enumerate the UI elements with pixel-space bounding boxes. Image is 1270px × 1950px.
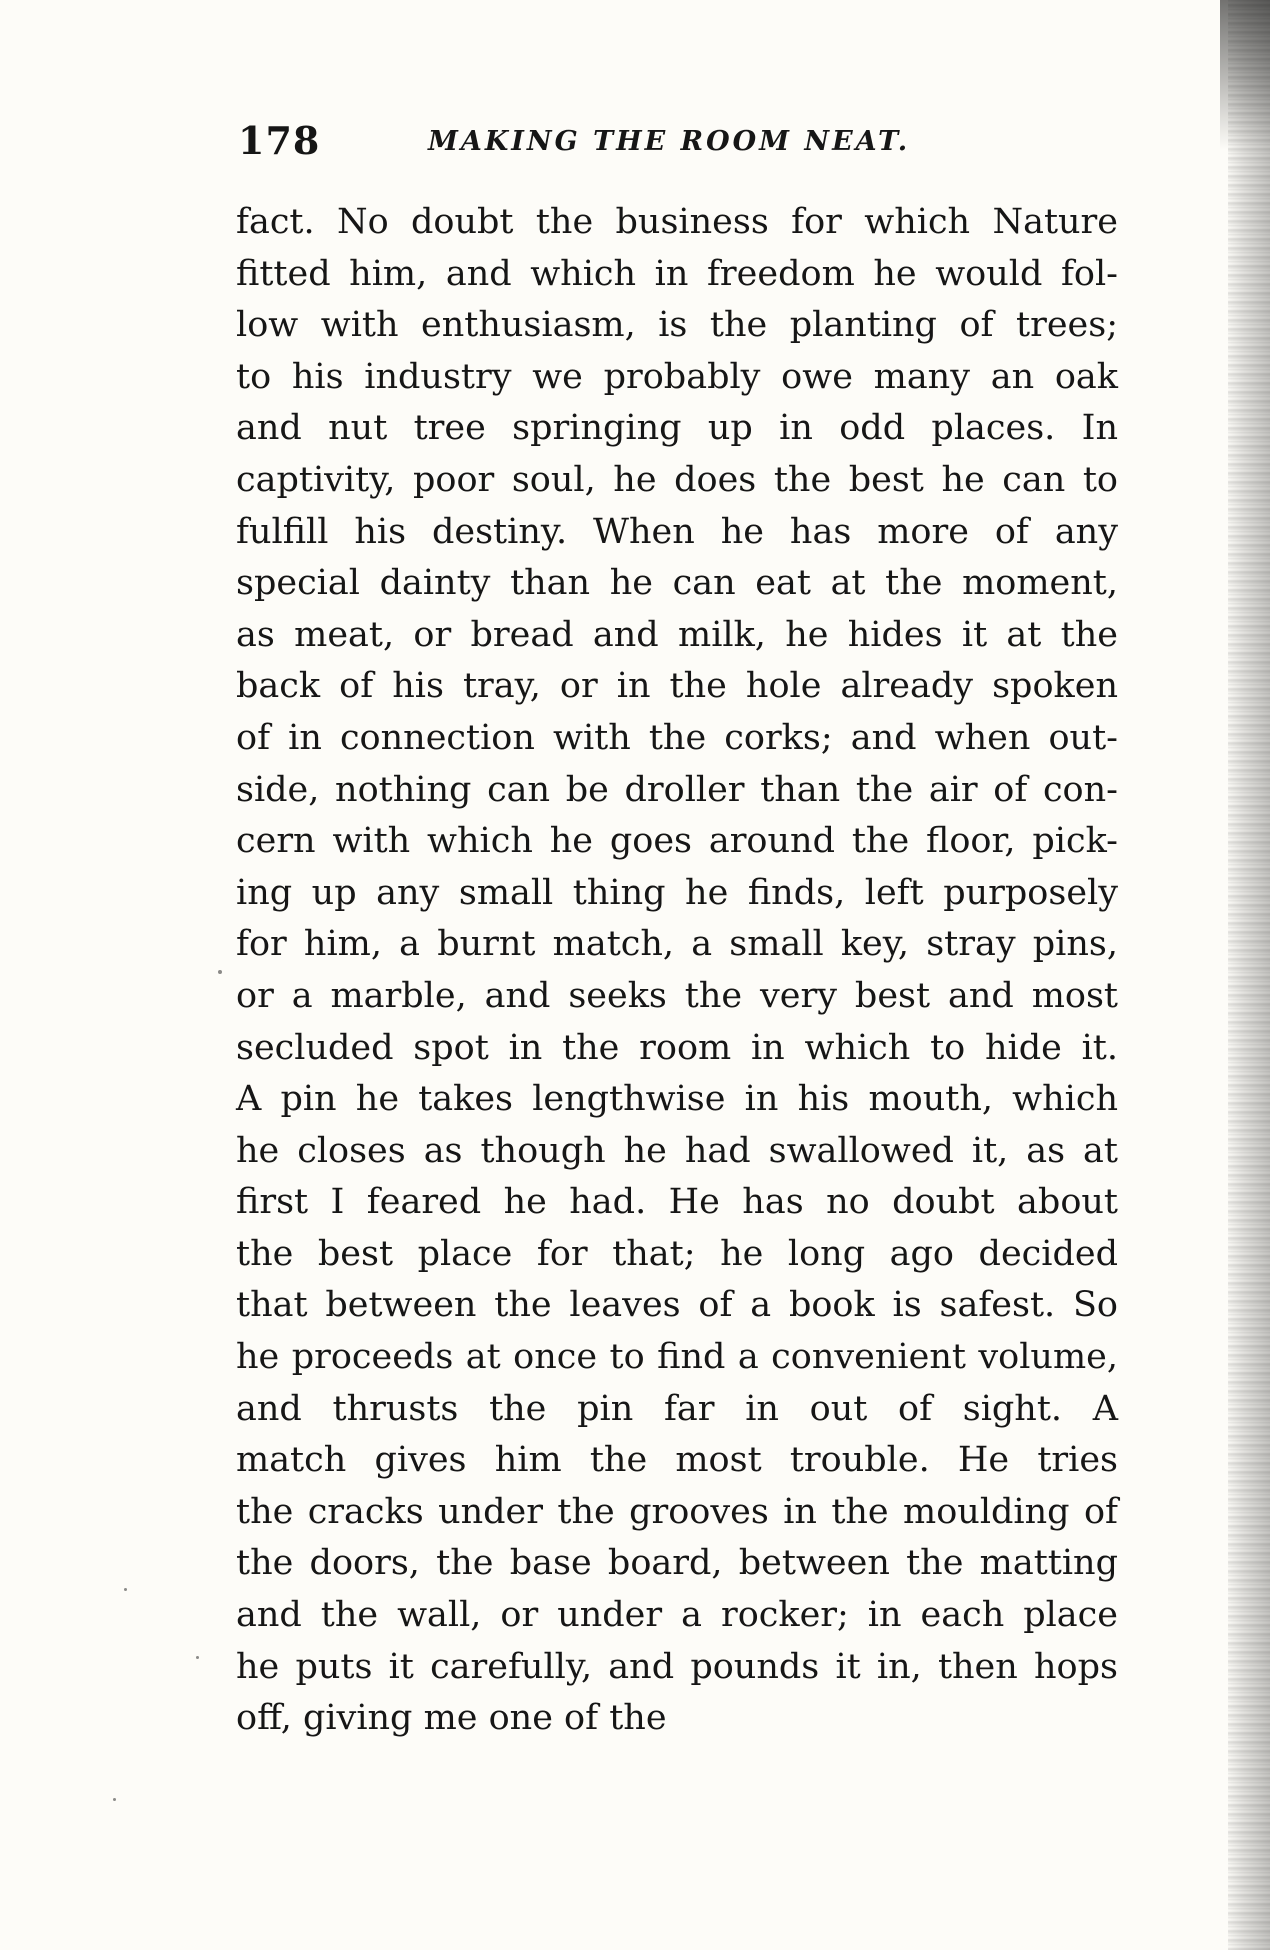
text-line: he puts it carefully, and pounds it in, then hops [236, 1646, 1118, 1687]
text-line: of in connection with the corks; and when out- [236, 717, 1118, 758]
running-head: MAKING THE ROOM NEAT. [428, 126, 911, 157]
text-line: first I feared he had. He has no doubt about [236, 1182, 1118, 1223]
text-line: the cracks under the grooves in the moulding of [236, 1491, 1118, 1532]
text-line: he proceeds at once to find a convenient volume, [236, 1337, 1118, 1378]
text-line: A pin he takes lengthwise in his mouth, which [236, 1079, 1118, 1120]
page-header [238, 118, 1118, 174]
text-line: ing up any small thing he finds, left purposely [236, 872, 1118, 913]
speckle-mark [124, 1588, 127, 1591]
text-line: fact. No doubt the business for which Nature [236, 202, 1118, 242]
text-line: to his industry we probably owe many an oak [236, 356, 1118, 397]
text-line: and thrusts the pin far in out of sight. A [236, 1388, 1118, 1429]
text-line: captivity, poor soul, he does the best he can to [236, 459, 1118, 500]
speckle-mark [218, 970, 222, 974]
text-line: secluded spot in the room in which to hide it. [236, 1027, 1118, 1068]
text-line: back of his tray, or in the hole already spoken [236, 666, 1118, 707]
body-text [236, 197, 1118, 1745]
text-line: cern with which he goes around the floor, pick- [236, 821, 1118, 862]
text-line: that between the leaves of a book is safest. So [236, 1285, 1118, 1326]
text-line: off, giving me one of the [236, 1698, 667, 1739]
text-line: side, nothing can be droller than the air of con- [236, 769, 1118, 810]
text-line: and nut tree springing up in odd places. In [236, 408, 1118, 449]
text-line: for him, a burnt match, a small key, stray pins, [236, 924, 1118, 965]
text-line: the best place for that; he long ago decided [236, 1233, 1118, 1274]
text-line: the doors, the base board, between the matting [236, 1543, 1118, 1584]
text-line: or a marble, and seeks the very best and most [236, 975, 1118, 1016]
speckle-mark [196, 1656, 199, 1659]
text-line: fulfill his destiny. When he has more of any [236, 511, 1118, 552]
page-edge-dark-corner [1220, 0, 1270, 150]
page-number: 178 [238, 118, 321, 163]
text-line: low with enthusiasm, is the planting of trees; [236, 305, 1118, 346]
text-line: match gives him the most trouble. He tries [236, 1440, 1118, 1481]
speckle-mark [113, 1798, 116, 1801]
text-line: special dainty than he can eat at the moment, [236, 563, 1118, 604]
text-line: and the wall, or under a rocker; in each place [236, 1595, 1118, 1636]
text-line: he closes as though he had swallowed it, as at [236, 1130, 1118, 1171]
text-line: fitted him, and which in freedom he would fol- [236, 253, 1118, 294]
page-edge-shadow [1228, 0, 1270, 1950]
text-line: as meat, or bread and milk, he hides it at the [236, 614, 1118, 655]
